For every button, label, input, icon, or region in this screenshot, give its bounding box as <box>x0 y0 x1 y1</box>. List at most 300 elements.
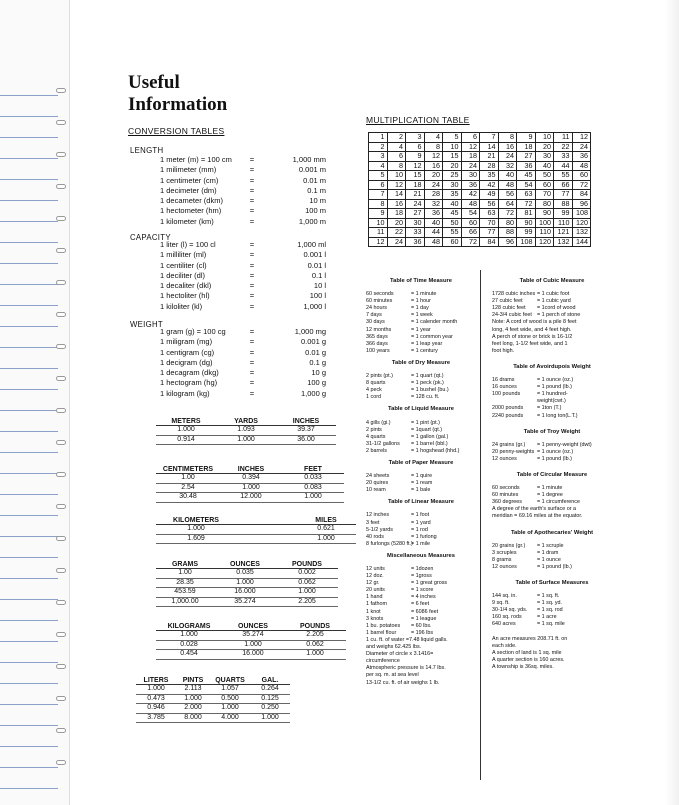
measure-quantity: 24 grains (gr.) <box>492 441 526 448</box>
table-cell: 0.946 <box>136 704 176 714</box>
measure-quantity: 12 units <box>366 566 385 572</box>
table-cell <box>236 525 296 535</box>
notebook-rule-line <box>0 578 58 579</box>
table-cell: 1.000 <box>296 534 356 544</box>
capacity-conversions <box>130 240 326 312</box>
measure-row <box>366 348 476 355</box>
reference-page <box>70 0 665 805</box>
binding-ring <box>56 728 66 733</box>
notebook-rule-line <box>0 620 58 621</box>
measure-equivalent: = 1 long ton(L.T.) <box>537 412 578 419</box>
equals-sign: = <box>249 206 255 216</box>
table-row <box>156 493 344 503</box>
table-cell: 0.500 <box>210 694 250 704</box>
grid-cell: 30 <box>535 152 554 162</box>
table-cell: 1.000 <box>156 525 236 535</box>
grid-cell: 11 <box>369 228 388 238</box>
equals-sign: = <box>249 378 255 388</box>
measure-quantity: 3 knots <box>366 615 384 622</box>
equals-sign: = <box>249 368 255 378</box>
measure-quantity: 365 days <box>366 333 388 340</box>
table-row <box>156 650 346 660</box>
measure-quantity: 31-1/2 gallons <box>366 440 400 447</box>
measure-quantity: 20 penny-weights <box>492 448 535 455</box>
column-header: YARDS <box>216 418 276 426</box>
table-cell: 1.000 <box>222 640 284 650</box>
grid-cell: 18 <box>517 142 536 152</box>
grid-cell: 16 <box>424 161 443 171</box>
measure-equivalent: = 1 acre <box>537 614 557 621</box>
equals-sign: = <box>249 175 255 185</box>
grid-cell: 24 <box>424 180 443 190</box>
table-cell: 1.000 <box>216 435 276 445</box>
grid-cell: 55 <box>443 228 462 238</box>
grid-cell: 15 <box>443 152 462 162</box>
grid-cell: 84 <box>572 190 591 200</box>
measure-row <box>366 341 476 348</box>
measure-quantity: 12 months <box>366 326 392 333</box>
table-cell: 0.035 <box>214 569 276 579</box>
conversion-unit: 1 kilogram (kg) <box>160 388 210 398</box>
table-row <box>156 534 356 544</box>
measure-block <box>492 429 612 463</box>
measure-quantity: 160 sq. rods <box>492 614 522 621</box>
grid-cell: 40 <box>535 161 554 171</box>
measure-note: meridian = 69.16 miles at the equator. <box>492 513 583 520</box>
measure-quantity <box>492 398 537 405</box>
column-header: OUNCES <box>222 623 284 631</box>
measure-note: each side. <box>492 642 517 649</box>
measure-equivalent: = 1 hogshead (hhd.) <box>411 447 460 454</box>
length-conversions <box>130 155 326 227</box>
measure-block <box>492 472 612 521</box>
grid-cell: 64 <box>498 199 517 209</box>
conversion-row <box>130 337 326 347</box>
table-row <box>156 578 338 588</box>
table-cell: 1.000 <box>220 483 282 493</box>
measure-quantity: 100 years <box>366 347 390 354</box>
measure-quantity: 8 grams <box>492 556 512 563</box>
measure-quantity: 1728 cubic inches <box>492 291 536 298</box>
table-row <box>156 597 338 607</box>
equals-sign: = <box>249 196 255 206</box>
column-header: POUNDS <box>276 561 338 569</box>
grid-cell: 10 <box>387 171 406 181</box>
grid-cell: 33 <box>554 152 573 162</box>
grid-cell: 22 <box>554 142 573 152</box>
grid-cell: 55 <box>554 171 573 181</box>
measure-row <box>492 543 612 550</box>
column-header: GAL. <box>250 677 290 685</box>
conversion-row <box>130 196 326 206</box>
measure-title: Table of Liquid Measure <box>388 406 454 413</box>
measures-right-column <box>492 278 612 671</box>
table-cell: 1.000 <box>156 426 216 436</box>
measure-note: and weighs 62.425 lbs. <box>366 644 422 651</box>
grid-cell: 36 <box>424 209 443 219</box>
measure-equivalent: = 1 peck (pk.) <box>411 380 444 387</box>
grid-cell: 18 <box>461 152 480 162</box>
table-cell: 1.000 <box>282 493 344 503</box>
table-cell: 30.48 <box>156 493 220 503</box>
grid-cell: 63 <box>480 209 499 219</box>
conversion-row <box>130 271 326 281</box>
measure-quantity: 4 quarts <box>366 433 386 440</box>
measure-row <box>366 298 476 305</box>
measure-quantity: 100 pounds <box>492 391 521 398</box>
grid-row <box>369 152 591 162</box>
grid-row <box>369 171 591 181</box>
measure-equivalent: = 1 ounce (oz.) <box>537 448 574 455</box>
binding-ring <box>56 120 66 125</box>
table-cell: 12.000 <box>220 493 282 503</box>
grid-cell: 8 <box>387 161 406 171</box>
measure-row <box>366 541 476 548</box>
table-cell: 1.000 <box>156 631 222 641</box>
notebook-rule-line <box>0 662 58 663</box>
conversion-row <box>130 368 326 378</box>
table-row <box>156 631 346 641</box>
measure-row <box>492 449 612 456</box>
grid-cell: 14 <box>387 190 406 200</box>
conversion-unit: 1 meter (m) = 100 cm <box>160 155 232 164</box>
measure-equivalent: = 1 quart (qt.) <box>411 373 444 380</box>
grid-cell: 44 <box>424 228 443 238</box>
grid-cell: 8 <box>424 142 443 152</box>
measure-equivalent: = 1 bushel (bu.) <box>411 387 449 394</box>
measure-row <box>492 564 612 571</box>
grid-row <box>369 209 591 219</box>
measure-note: A section of land is 1 sq. mile <box>492 649 562 656</box>
table-header-row <box>156 466 344 474</box>
notebook-binding <box>0 0 70 805</box>
measure-equivalent: = 1cord of wood <box>537 305 576 312</box>
notebook-rule-line <box>0 494 58 495</box>
conversion-value: 0.01 g <box>305 347 326 357</box>
notebook-rule-line <box>0 725 58 726</box>
binding-ring <box>56 248 66 253</box>
grid-cell: 10 <box>443 142 462 152</box>
grid-cell: 3 <box>406 133 425 143</box>
measure-note: A quarter section is 160 acres. <box>492 656 565 663</box>
grid-cell: 20 <box>424 171 443 181</box>
measure-equivalent: = 1 hour <box>411 298 431 305</box>
column-header: OUNCES <box>214 561 276 569</box>
conversion-unit: 1 decaliter (dkl) <box>160 281 212 291</box>
conversion-table <box>136 677 290 723</box>
column-header: PINTS <box>176 677 210 685</box>
measure-equivalent: = 1 foot <box>411 512 430 519</box>
notebook-rule-line <box>0 326 58 327</box>
table-cell: 1.000 <box>284 650 346 660</box>
measure-note: 1 cu. ft. of water =7.48 liquid galls. <box>366 636 448 643</box>
table-row <box>156 569 338 579</box>
measure-title: Table of Circular Measure <box>516 471 588 478</box>
grid-cell: 60 <box>572 171 591 181</box>
table-row <box>136 713 290 723</box>
table-cell: 2.000 <box>176 704 210 714</box>
measure-row <box>492 485 612 492</box>
grid-cell: 110 <box>554 218 573 228</box>
measure-quantity: 16 drams <box>492 377 515 384</box>
conversion-row <box>130 176 326 186</box>
grid-cell: 8 <box>369 199 388 209</box>
binding-ring <box>56 504 66 509</box>
measure-quantity: 1 fathom <box>366 601 387 608</box>
measure-quantity: 1 bu. potatoes <box>366 622 401 629</box>
table-cell: 1.00 <box>156 569 214 579</box>
conversion-value: 10 m <box>309 196 326 206</box>
conversion-unit: 1 decimeter (dm) <box>160 185 217 195</box>
measure-quantity: 2 barrels <box>366 447 387 454</box>
measure-equivalent: = 1 rod <box>411 526 428 533</box>
conversion-tables-heading: CONVERSION TABLES <box>128 126 225 136</box>
grid-cell: 11 <box>554 133 573 143</box>
grid-cell: 110 <box>535 228 554 238</box>
column-header: KILOGRAMS <box>156 623 222 631</box>
measure-quantity: 20 quires <box>366 480 389 487</box>
grid-cell: 27 <box>517 152 536 162</box>
measure-quantity: 8 quarts <box>366 380 386 387</box>
equals-sign: = <box>249 327 255 336</box>
grid-cell: 6 <box>387 152 406 162</box>
equals-sign: = <box>249 357 255 367</box>
conversion-unit: 1 liter (l) = 100 cl <box>160 240 216 249</box>
table-cell: 1.093 <box>216 426 276 436</box>
table-row <box>156 640 346 650</box>
binding-ring <box>56 408 66 413</box>
measure-quantity: 12 ounces <box>492 563 517 570</box>
grid-cell: 42 <box>480 180 499 190</box>
table-cell: 4.000 <box>210 713 250 723</box>
grid-cell: 16 <box>387 199 406 209</box>
table-cell: 0.062 <box>276 578 338 588</box>
grid-cell: 36 <box>572 152 591 162</box>
grid-cell: 7 <box>480 133 499 143</box>
measure-block <box>492 278 612 355</box>
conversion-row <box>130 389 326 399</box>
grid-cell: 90 <box>517 218 536 228</box>
measure-row <box>492 377 612 384</box>
grid-cell: 5 <box>443 133 462 143</box>
grid-cell: 21 <box>480 152 499 162</box>
measure-row <box>492 398 612 405</box>
equals-sign: = <box>249 337 255 347</box>
measure-equivalent: = 1 barrel (bbl.) <box>411 440 448 447</box>
measure-row <box>492 384 612 391</box>
conversion-row <box>130 155 326 165</box>
table-cell: 0.394 <box>220 474 282 484</box>
page-title: Useful Information <box>128 72 228 115</box>
measure-equivalent: = 1 century <box>411 347 438 354</box>
grid-cell: 108 <box>517 237 536 247</box>
conversion-unit: 1 centimeter (cm) <box>160 175 219 185</box>
grid-cell: 6 <box>369 180 388 190</box>
notebook-rule-line <box>0 452 58 453</box>
conversion-value: 0.1 g <box>309 357 326 367</box>
notebook-rule-line <box>0 221 58 222</box>
grid-cell: 108 <box>572 209 591 219</box>
measure-row <box>366 319 476 326</box>
measure-row <box>366 609 476 616</box>
notebook-rule-line <box>0 263 58 264</box>
measure-row <box>492 305 612 312</box>
conversion-unit: 1 gram (g) = 100 cg <box>160 327 226 336</box>
table-cell: 39.37 <box>276 426 336 436</box>
equals-sign: = <box>249 347 255 357</box>
binding-ring <box>56 760 66 765</box>
measure-equivalent: = 1 ream <box>411 480 433 487</box>
measure-equivalent: = 1 penny-weight (dwt) <box>537 441 592 448</box>
grid-cell: 32 <box>498 161 517 171</box>
conversion-value: 1,000 g <box>300 388 326 398</box>
binding-ring <box>56 184 66 189</box>
measure-quantity: 640 acres <box>492 621 516 628</box>
conversion-value: 0.001 l <box>303 250 326 260</box>
table-row <box>136 685 290 695</box>
measure-row <box>366 380 476 387</box>
measure-row <box>366 441 476 448</box>
table-cell: 0.454 <box>156 650 222 660</box>
conversion-row <box>130 250 326 260</box>
conversion-value: 1,000 mg <box>294 327 326 336</box>
column-header: INCHES <box>276 418 336 426</box>
table-cell: 2.205 <box>284 631 346 641</box>
conversion-unit: 1 hectometer (hm) <box>160 206 222 216</box>
measure-row <box>366 520 476 527</box>
table-cell: 0.062 <box>284 640 346 650</box>
grid-cell: 66 <box>554 180 573 190</box>
measure-equivalent: = 60 lbs. <box>411 622 432 629</box>
column-header: GRAMS <box>156 561 214 569</box>
measure-quantity: 2240 pounds <box>492 412 524 419</box>
binding-ring <box>56 472 66 477</box>
notebook-rule-line <box>0 95 58 96</box>
measure-quantity: 3 feet <box>366 519 380 526</box>
column-header: FEET <box>282 466 344 474</box>
table-cell: 1.000 <box>214 578 276 588</box>
binding-ring <box>56 696 66 701</box>
measure-row <box>366 601 476 608</box>
measure-quantity: 24-3/4 cubic feet <box>492 312 532 319</box>
measure-title: Table of Surface Measures <box>515 580 589 586</box>
grid-cell: 48 <box>424 237 443 247</box>
notebook-rule-line <box>0 137 58 138</box>
measure-quantity: 60 seconds <box>492 485 520 492</box>
measure-row <box>366 580 476 587</box>
notebook-rule-line <box>0 641 58 642</box>
measure-note: Diameter of circle x 3.1416= <box>366 651 434 658</box>
grid-cell: 9 <box>369 209 388 219</box>
column-header: INCHES <box>220 466 282 474</box>
notebook-rule-line <box>0 788 58 789</box>
binding-ring <box>56 152 66 157</box>
equals-sign: = <box>249 291 255 301</box>
table-row <box>136 694 290 704</box>
grid-cell: 32 <box>424 199 443 209</box>
conversion-row <box>130 378 326 388</box>
grid-cell: 96 <box>572 199 591 209</box>
conversion-value: 0.001 m <box>298 165 326 175</box>
table-cell: 1.000 <box>250 713 290 723</box>
measure-equivalent: = 1 yard <box>411 519 431 526</box>
equals-sign: = <box>249 388 255 398</box>
grid-cell: 77 <box>554 190 573 200</box>
binding-ring <box>56 280 66 285</box>
measure-equivalent: = 1 sq. yd. <box>537 600 563 607</box>
grid-cell: 24 <box>387 237 406 247</box>
grid-cell: 20 <box>387 218 406 228</box>
table-cell: 453.59 <box>156 588 214 598</box>
measure-quantity: 5-1/2 yards <box>366 526 393 533</box>
grid-cell: 100 <box>535 218 554 228</box>
measures-left-column <box>366 278 476 687</box>
measure-equivalent: = 1 ounce (oz.) <box>537 377 574 384</box>
measure-equivalent: = 1 degree <box>537 492 563 499</box>
conversion-row <box>130 281 326 291</box>
measure-quantity: 24 hours <box>366 305 387 312</box>
conversion-row <box>130 291 326 301</box>
table-cell: 1.00 <box>156 474 220 484</box>
grid-cell: 45 <box>517 171 536 181</box>
binding-ring <box>56 88 66 93</box>
equals-sign: = <box>249 270 255 280</box>
table-cell: 8.000 <box>176 713 210 723</box>
weight-conversions <box>130 327 326 399</box>
grid-cell: 30 <box>461 171 480 181</box>
table-cell: 0.473 <box>136 694 176 704</box>
capacity-heading: CAPACITY <box>130 233 171 242</box>
table-cell: 36.00 <box>276 435 336 445</box>
measure-row <box>366 623 476 630</box>
measure-equivalent: = 1 pound (lb.) <box>537 384 572 391</box>
measure-row <box>492 607 612 614</box>
notebook-rule-line <box>0 116 58 117</box>
grid-cell: 60 <box>443 237 462 247</box>
measure-row <box>366 587 476 594</box>
grid-cell: 16 <box>498 142 517 152</box>
conversion-row <box>130 261 326 271</box>
grid-cell: 132 <box>554 237 573 247</box>
length-heading: LENGTH <box>130 146 164 155</box>
column-header: QUARTS <box>210 677 250 685</box>
grid-cell: 21 <box>406 190 425 200</box>
table-cell: 0.621 <box>296 525 356 535</box>
grid-cell: 50 <box>535 171 554 181</box>
grid-cell: 14 <box>480 142 499 152</box>
notebook-rule-line <box>0 158 58 159</box>
notebook-rule-line <box>0 284 58 285</box>
conversion-row <box>130 327 326 337</box>
grid-cell: 49 <box>480 190 499 200</box>
measure-block <box>366 406 476 455</box>
conversion-value: 1,000 ml <box>297 240 326 249</box>
column-header <box>236 517 296 525</box>
measure-equivalent: = 1 circumference <box>537 499 580 506</box>
measure-note: An acre measures 208.71 ft. on <box>492 635 568 642</box>
measure-equivalent: = 1ton (T.) <box>537 405 562 412</box>
notebook-rule-line <box>0 242 58 243</box>
table-cell: 0.250 <box>250 704 290 714</box>
measure-note: Atmospheric pressure is 14.7 lbs. <box>366 665 446 672</box>
measure-equivalent: = 1quart (qt.) <box>411 426 443 433</box>
table-row <box>156 483 344 493</box>
table-cell <box>236 534 296 544</box>
grid-cell: 144 <box>572 237 591 247</box>
measure-row <box>492 499 612 506</box>
conversion-unit: 1 kilometer (km) <box>160 216 214 226</box>
table-cell: 0.033 <box>282 474 344 484</box>
